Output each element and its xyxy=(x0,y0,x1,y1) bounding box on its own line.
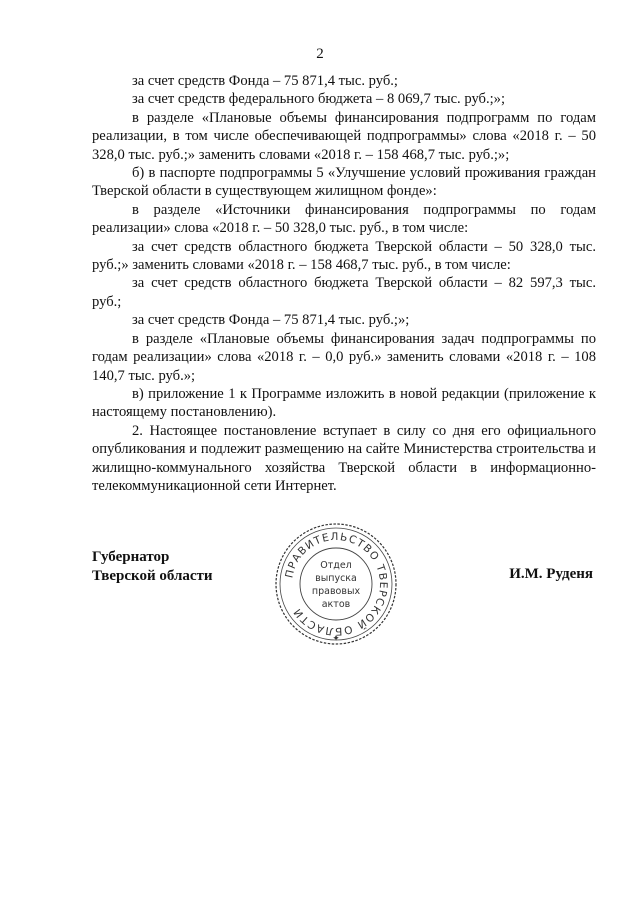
paragraph: за счет средств Фонда – 75 871,4 тыс. руб.; xyxy=(132,73,398,89)
page-number: 2 xyxy=(316,46,324,62)
stamp-center-line: Отдел xyxy=(320,560,352,571)
stamp-center-line: актов xyxy=(321,599,351,610)
paragraph: в разделе «Плановые объемы финансирования задач подпрограммы по годам реализации» слова «2018 г. – 0,0 руб.» заменить словами «2018 г. – 108 140,7 тыс. руб.»; xyxy=(92,330,596,384)
paragraph: в разделе «Источники финансирования подпрограммы по годам реализации» слова «2018 г. – 50 328,0 тыс. руб., в том числе: xyxy=(92,201,596,237)
document-body xyxy=(92,72,596,495)
signatory-name: И.М. Руденя xyxy=(509,566,593,582)
paragraph: за счет средств областного бюджета Тверской области – 82 597,3 тыс. руб.; xyxy=(92,275,596,310)
paragraph: за счет средств федерального бюджета – 8 069,7 тыс. руб.;»; xyxy=(132,91,506,108)
paragraph: за счет средств областного бюджета Тверской области – 50 328,0 тыс. руб.;» заменить словами «2018 г. – 158 468,7 тыс. руб., в том числе: xyxy=(92,238,596,274)
paragraph: 2. Настоящее постановление вступает в силу со дня его официального опубликования и подлежит размещению на сайте Министерства строительства и жилищно-коммунального хозяйства Тверской области в информационно-телекоммуникационной сети Интернет. xyxy=(92,422,596,494)
official-stamp xyxy=(270,518,402,650)
paragraph: в) приложение 1 к Программе изложить в новой редакции (приложение к настоящему постановлению). xyxy=(92,385,596,421)
stamp-center-line: правовых xyxy=(311,586,361,597)
signatory-title-line: Губернатор xyxy=(92,549,170,565)
star-icon: ✦ xyxy=(332,634,340,644)
stamp-outer-ring xyxy=(280,528,392,640)
paragraph: в разделе «Плановые объемы финансирования подпрограмм по годам реализации, в том числе обеспечивающей подпрограммы» слова «2018 г. – 50 328,0 тыс. руб.;» заменить словами «2018 г. – 158 468,7 тыс. руб.;»; xyxy=(92,109,596,163)
paragraph: за счет средств Фонда – 75 871,4 тыс. руб.;»; xyxy=(132,312,410,329)
stamp-center-line: выпуска xyxy=(315,573,357,584)
signatory-title xyxy=(92,548,213,585)
signatory-title-line: Тверской области xyxy=(92,567,213,584)
stamp-ring-text: ПРАВИТЕЛЬСТВО ТВЕРСКОЙ ОБЛАСТИ xyxy=(283,530,390,638)
paragraph: б) в паспорте подпрограммы 5 «Улучшение условий проживания граждан Тверской области в существующем жилищном фонде»: xyxy=(92,165,596,200)
